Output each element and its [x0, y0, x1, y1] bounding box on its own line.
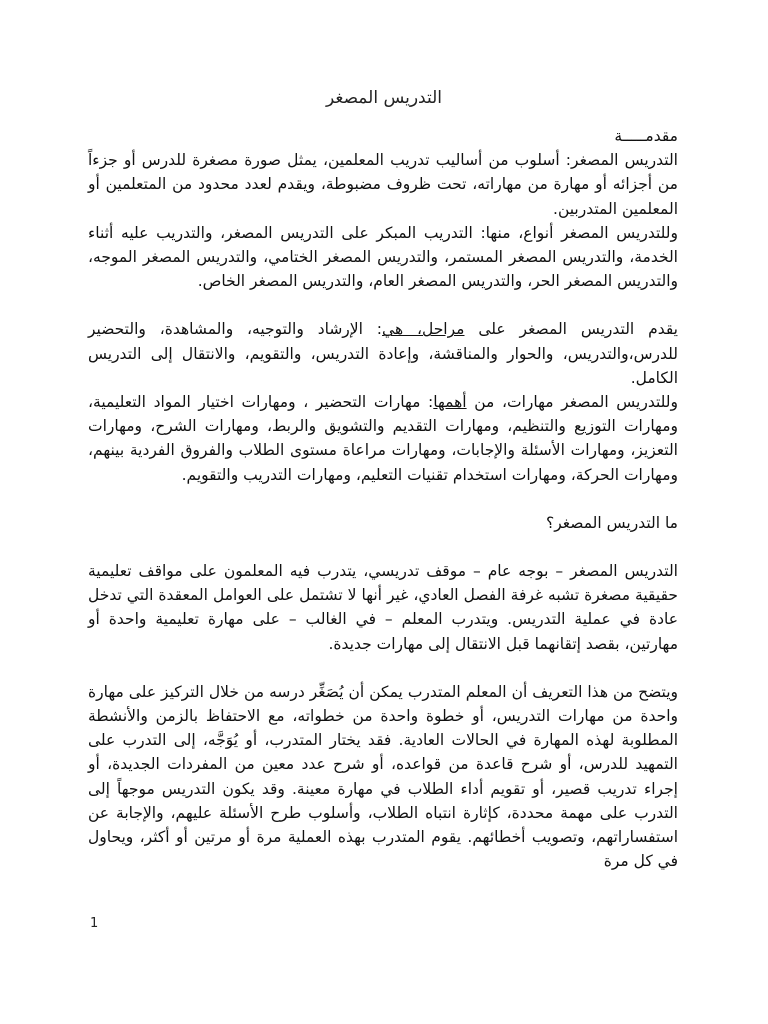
page-number: 1 — [90, 916, 99, 931]
document-body — [88, 124, 678, 873]
spacer — [88, 656, 678, 680]
paragraph-explanation: ويتضح من هذا التعريف أن المعلم المتدرب يمكن أن يُصَغِّر درسه من خلال التركيز على مهارة واحدة من مهارات التدريس، أو خطوة واحدة من خطواته، مع الاحتفاظ بالزمن والأنشطة المطلوبة لهذه المهارة في الحالات العادية. فقد يختار المتدرب، أو يُوَجَّه، إلى التدرب على التمهيد للدرس، أو شرح قاعدة من قواعده، أو شرح عدد معين من المفردات الجديدة، أو إجراء تدريب قصير، أو تقويم أداء الطلاب في مهارة معينة. وقد يكون التدريس موجهاً إلى التدرب على مهمة محددة، كإثارة انتباه الطلاب، وأسلوب طرح الأسئلة عليهم، والإجابة عن استفساراتهم، وتصويب أخطائهم. يقوم المتدرب بهذه العملية مرة أو مرتين أو أكثر، ويحاول في كل مرة — [88, 682, 678, 871]
stages-intro-text: يقدم التدريس المصغر على — [464, 320, 678, 339]
paragraph-what-is: التدريس المصغر – بوجه عام – موقف تدريسي، يتدرب فيه المعلمون على مواقف تعليمية حقيقية مصغرة تشبه غرفة الفصل العادي، غير أنها لا تشتمل على العوامل المعقدة التي تدخل عادة في عملية التدريس. ويتدرب المعلم – في الغالب – على مهارة تعليمية واحدة أو مهارتين، بقصد إتقانهما قبل الانتقال إلى مهارات جديدة. — [88, 562, 678, 653]
skills-intro-text: وللتدريس المصغر مهارات، من — [466, 393, 678, 412]
skills-underlined-text: أهمها — [433, 393, 467, 412]
paragraph-definition: التدريس المصغر: أسلوب من أساليب تدريب المعلمين، يمثل صورة مصغرة للدرس أو جزءاً من أجزائه أو مهارة من مهاراته، تحت ظروف مضبوطة، ويقدم لعدد محدود من المتعلمين أو المعلمين المتدربين. — [88, 151, 678, 218]
question-heading: ما التدريس المصغر؟ — [546, 513, 678, 532]
paragraph-types: وللتدريس المصغر أنواع، منها: التدريب المبكر على التدريس المصغر، والتدريب عليه أثناء الخدمة، والتدريس المصغر المستمر، والتدريس المصغر الختامي، والتدريس المصغر الموجه، والتدريس المصغر الحر، والتدريس المصغر العام، والتدريس المصغر الخاص. — [88, 223, 678, 291]
stages-underlined-text: مراحل، هي — [382, 320, 465, 339]
stages-list-text: : الإرشاد والتوجيه، والمشاهدة، والتحضير للدرس،والتدريس، والحوار والمناقشة، وإعادة التدريس، والتقويم، والانتقال إلى التدريس الكامل. — [88, 320, 678, 387]
paragraph-skills — [88, 390, 678, 487]
spacer — [88, 535, 678, 559]
skills-list-text: : مهارات التحضير ، ومهارات اختيار المواد التعليمية، ومهارات التوزيع والتنظيم، ومهارات التقديم والتشويق والربط، ومهارات الشرح، ومهارات التعزيز، ومهارات الأسئلة والإجابات، ومهارات مراعاة مستوى الطلاب والفروق الفردية بينهم، ومهارات الحركة، ومهارات استخدام تقنيات التعليم، ومهارات التدريب والتقويم. — [88, 393, 678, 484]
document-title: التدريس المصغر — [325, 88, 443, 108]
paragraph-stages — [88, 317, 678, 390]
spacer — [88, 293, 678, 317]
section-heading: مقدمـــــة — [614, 127, 678, 145]
spacer — [88, 487, 678, 511]
